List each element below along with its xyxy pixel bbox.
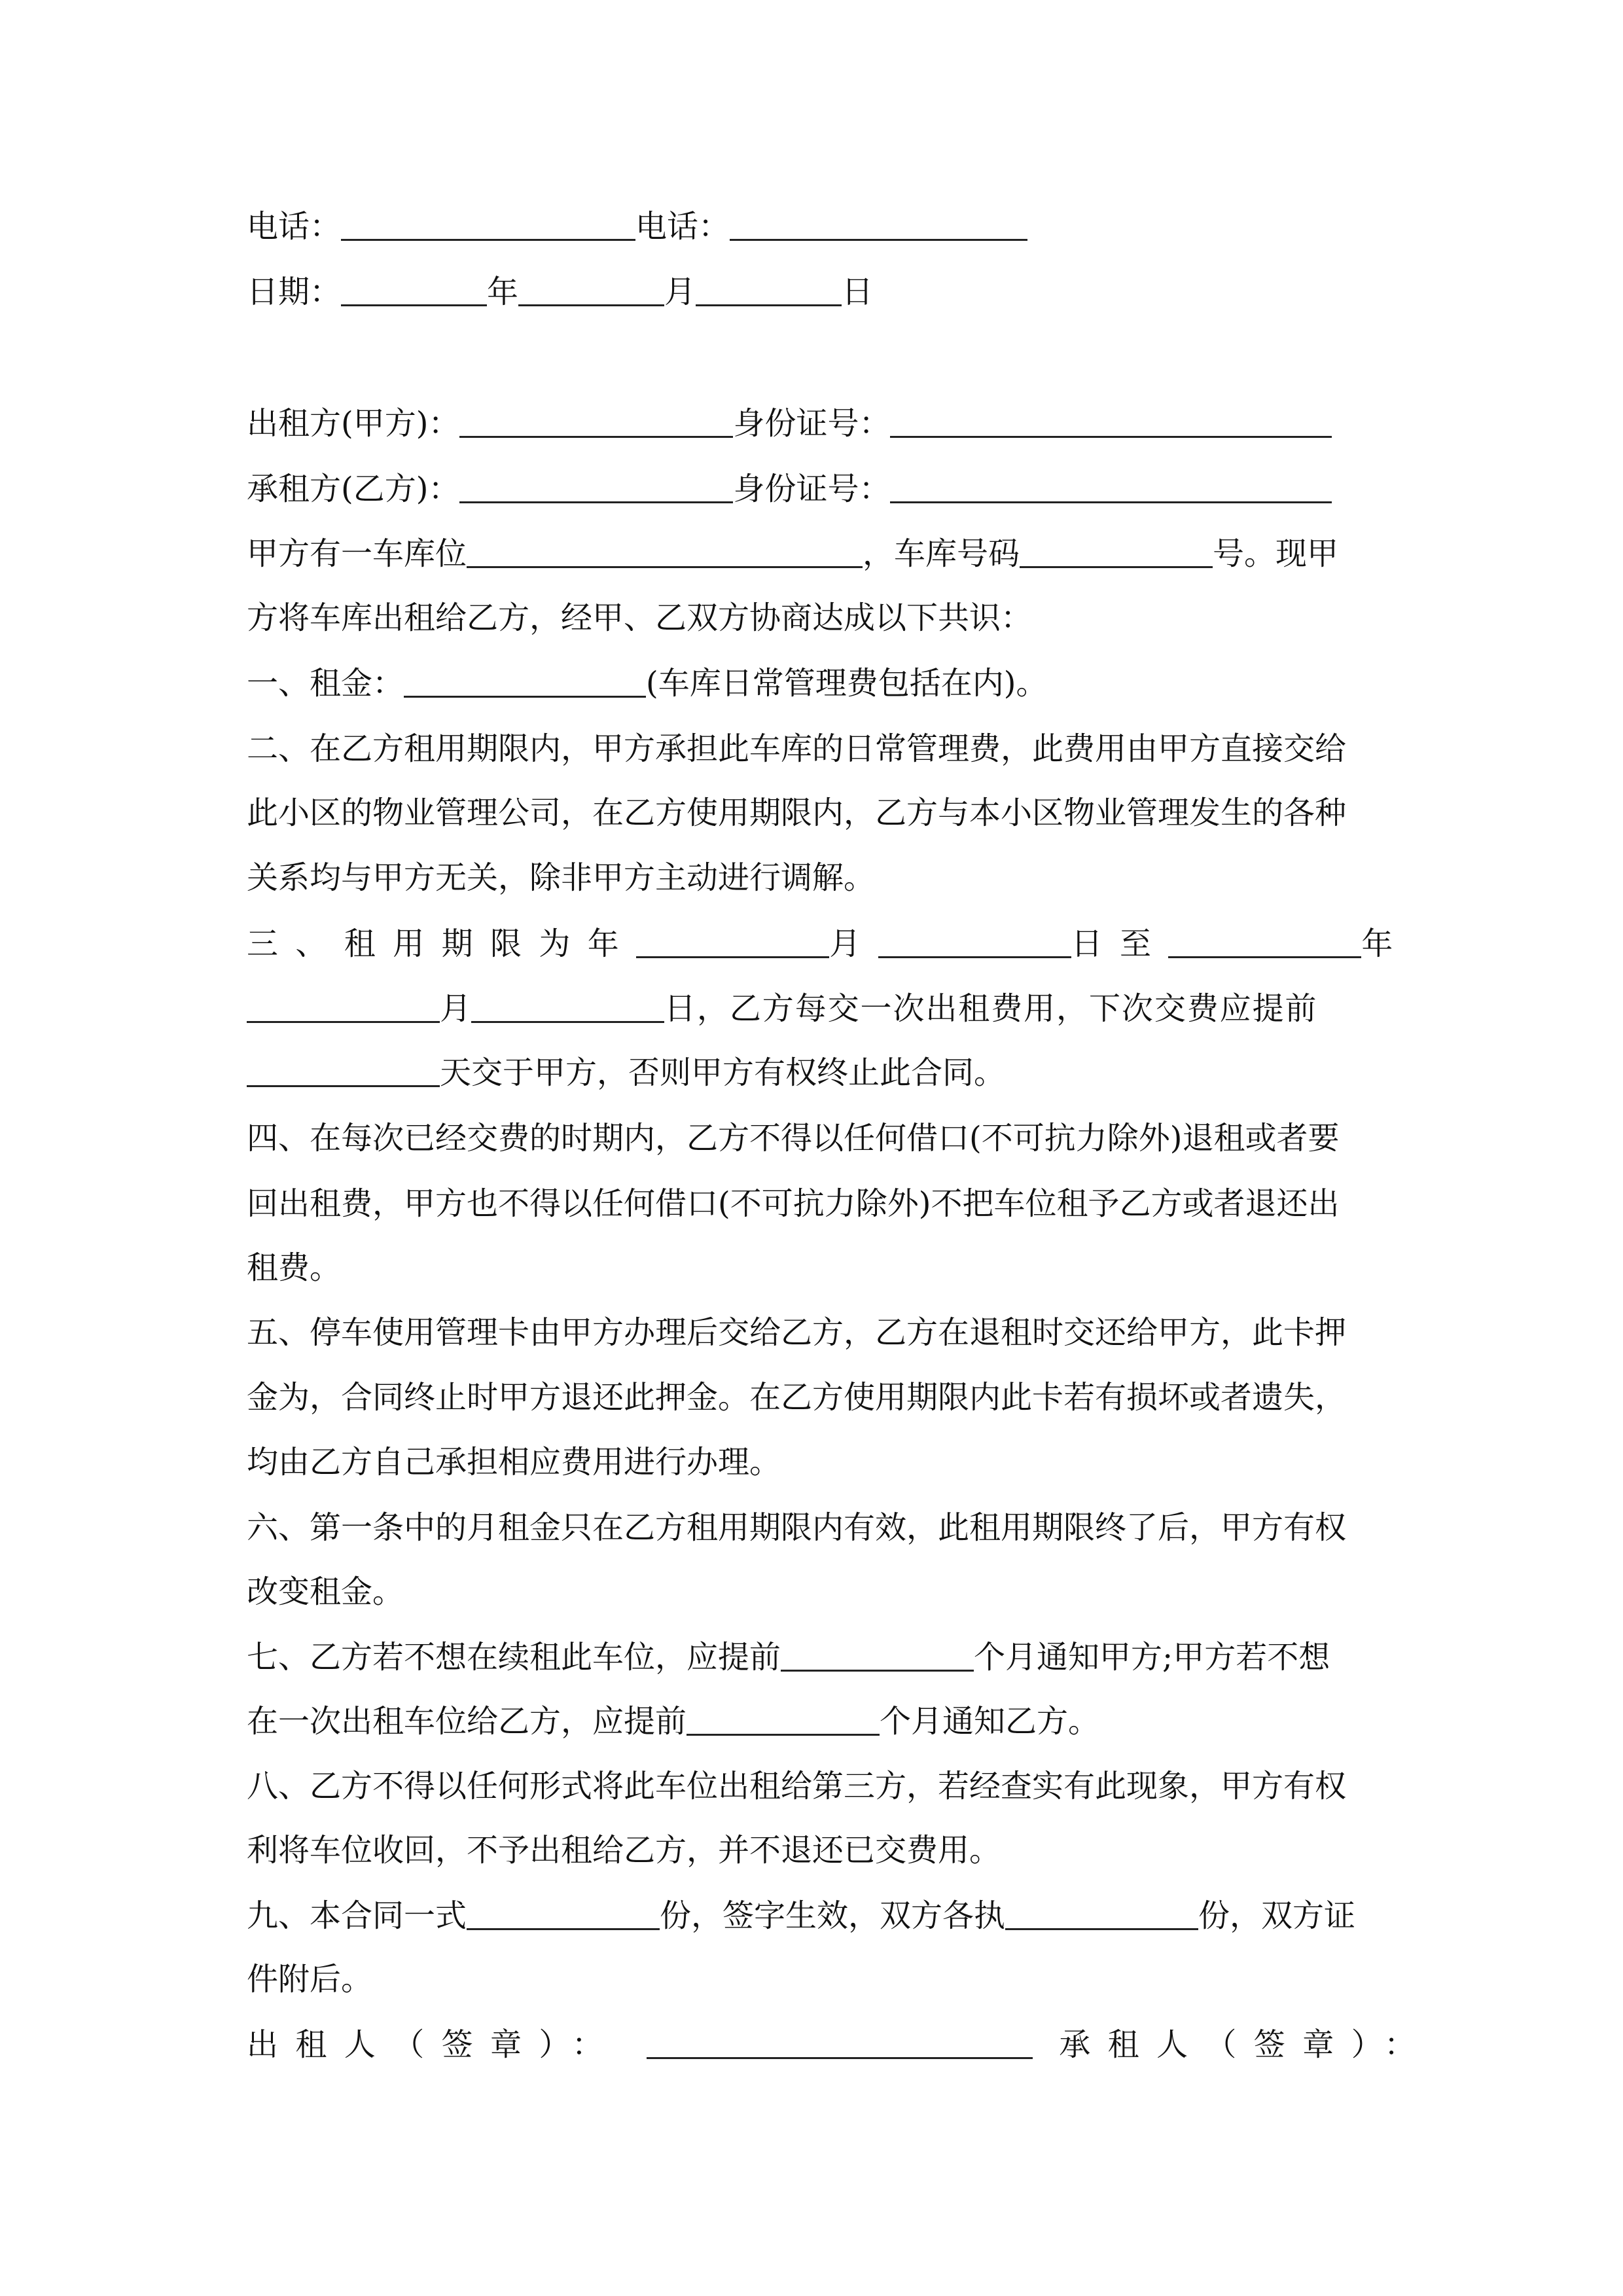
term-end-day-blank[interactable]	[471, 997, 664, 1023]
clause-7-l2-prefix: 在一次出租车位给乙方，应提前	[247, 1703, 687, 1740]
lessor-signature-blank[interactable]	[647, 2034, 1033, 2059]
clause-6-line-2: 改变租金。	[247, 1573, 404, 1610]
intro-part1: 甲方有一车库位	[247, 535, 467, 572]
lessor-name-blank[interactable]	[459, 412, 733, 438]
lessee-id-label: 身份证号：	[733, 471, 891, 507]
phone-label-lessee: 电话：	[635, 208, 730, 245]
clause-9-line-2: 件附后。	[247, 1961, 373, 1998]
lessor-id-label: 身份证号：	[733, 405, 891, 442]
clause-3-month: 月	[829, 925, 878, 962]
signature-line	[247, 2026, 1433, 2063]
clause-8-line-1: 八、乙方不得以任何形式将此车位出租给第三方，若经查实有此现象，甲方有权	[247, 1768, 1347, 1804]
date-day-blank[interactable]	[696, 281, 842, 306]
garage-location-blank[interactable]	[467, 543, 863, 568]
clause-4-line-2: 回出租费，甲方也不得以任何借口(不可抗力除外)不把车位租予乙方或者退还出	[247, 1185, 1340, 1222]
intro-part3: 号。现甲	[1213, 535, 1339, 572]
intro-part2: ，车库号码	[863, 535, 1020, 572]
lessor-id-blank[interactable]	[890, 412, 1332, 438]
clause-3-line-2	[247, 990, 1392, 1027]
clause-3-line2-month: 月	[440, 990, 472, 1027]
date-line	[247, 276, 1392, 308]
clause-5-line-3: 均由乙方自己承担相应费用进行办理。	[247, 1444, 781, 1480]
clause-7-l1-prefix: 七、乙方若不想在续租此车位，应提前	[247, 1639, 781, 1676]
lessee-id-blank[interactable]	[890, 478, 1332, 503]
intro-line-2: 方将车库出租给乙方，经甲、乙双方协商达成以下共识：	[247, 600, 1033, 636]
clause-1-prefix: 一、租金：	[247, 665, 404, 702]
clause-5-line-1: 五、停车使用管理卡由甲方办理后交给乙方，乙方在退租时交还给甲方，此卡押	[247, 1314, 1347, 1351]
clause-2-line-1: 二、在乙方租用期限内，甲方承担此车库的日常管理费，此费用由甲方直接交给	[247, 730, 1347, 767]
advance-days-blank[interactable]	[247, 1062, 440, 1087]
clause-2-line-3: 关系均与甲方无关，除非甲方主动进行调解。	[247, 859, 876, 896]
clause-9-line-1	[247, 1897, 1392, 1934]
clause-4-line-1: 四、在每次已经交费的时期内，乙方不得以任何借口(不可抗力除外)退租或者要	[247, 1120, 1340, 1157]
clause-2-line-2: 此小区的物业管理公司，在乙方使用期限内，乙方与本小区物业管理发生的各种	[247, 795, 1347, 831]
copies-each-blank[interactable]	[1005, 1905, 1198, 1930]
clause-3-line2-rest: 日，乙方每交一次出租费用，下次交费应提前	[664, 990, 1318, 1027]
clause-6-line-1: 六、第一条中的月租金只在乙方租用期限内有效，此租用期限终了后，甲方有权	[247, 1509, 1347, 1546]
clause-1	[247, 665, 1392, 702]
clause-3-year: 年	[1361, 925, 1410, 962]
phone-label-lessor: 电话：	[247, 208, 342, 245]
lessor-line	[247, 405, 1392, 442]
date-label: 日期：	[247, 274, 342, 310]
lessor-label: 出租方(甲方)：	[247, 405, 460, 442]
clause-3-day-to: 日至	[1071, 925, 1169, 962]
clause-3-line-3	[247, 1054, 1392, 1091]
copies-total-blank[interactable]	[467, 1905, 660, 1930]
garage-number-blank[interactable]	[1020, 543, 1213, 568]
clause-3-line-1	[247, 925, 1410, 962]
intro-line-1	[247, 535, 1392, 572]
clause-8-line-2: 利将车位收回，不予出租给乙方，并不退还已交费用。	[247, 1832, 1001, 1869]
clause-1-suffix: (车库日常管理费包括在内)。	[646, 665, 1048, 702]
date-year-blank[interactable]	[341, 281, 487, 306]
clause-3-line3-rest: 天交于甲方，否则甲方有权终止此合同。	[440, 1054, 1006, 1091]
date-month-blank[interactable]	[518, 281, 664, 306]
clause-9-suffix: 份，双方证	[1198, 1897, 1356, 1934]
date-day-label: 日	[842, 274, 874, 310]
renewal-notice-months-blank[interactable]	[781, 1646, 974, 1672]
lessee-label: 承租方(乙方)：	[247, 471, 460, 507]
lessee-name-blank[interactable]	[459, 478, 733, 503]
term-end-year-blank[interactable]	[1168, 933, 1361, 958]
date-year-label: 年	[487, 274, 519, 310]
rent-blank[interactable]	[404, 672, 646, 698]
clause-3-prefix: 三、租用期限为年	[247, 925, 637, 962]
term-end-month-blank[interactable]	[247, 997, 440, 1023]
clause-9-prefix: 九、本合同一式	[247, 1897, 467, 1934]
clause-4-line-3: 租费。	[247, 1249, 342, 1286]
lessor-notice-months-blank[interactable]	[687, 1710, 880, 1736]
date-month-label: 月	[664, 274, 696, 310]
clause-5-line-2: 金为，合同终止时甲方退还此押金。在乙方使用期限内此卡若有损坏或者遗失，	[247, 1379, 1347, 1416]
clause-7-l2-suffix: 个月通知乙方。	[880, 1703, 1100, 1740]
term-start-year-blank[interactable]	[636, 933, 829, 958]
phone-blank-lessee[interactable]	[730, 215, 1027, 241]
lessor-signature-label: 出租人（签章）：	[247, 2026, 621, 2063]
clause-7-line-2	[247, 1703, 1392, 1740]
term-start-month-blank[interactable]	[878, 933, 1071, 958]
phone-blank-lessor[interactable]	[341, 215, 635, 241]
clause-7-l1-suffix: 个月通知甲方;甲方若不想	[974, 1639, 1330, 1676]
clause-7-line-1	[247, 1639, 1392, 1676]
phone-line	[247, 208, 1392, 245]
clause-9-mid: 份，签字生效，双方各执	[660, 1897, 1006, 1934]
lessee-line	[247, 473, 1392, 505]
lessee-signature-label: 承租人（签章）：	[1059, 2026, 1433, 2063]
